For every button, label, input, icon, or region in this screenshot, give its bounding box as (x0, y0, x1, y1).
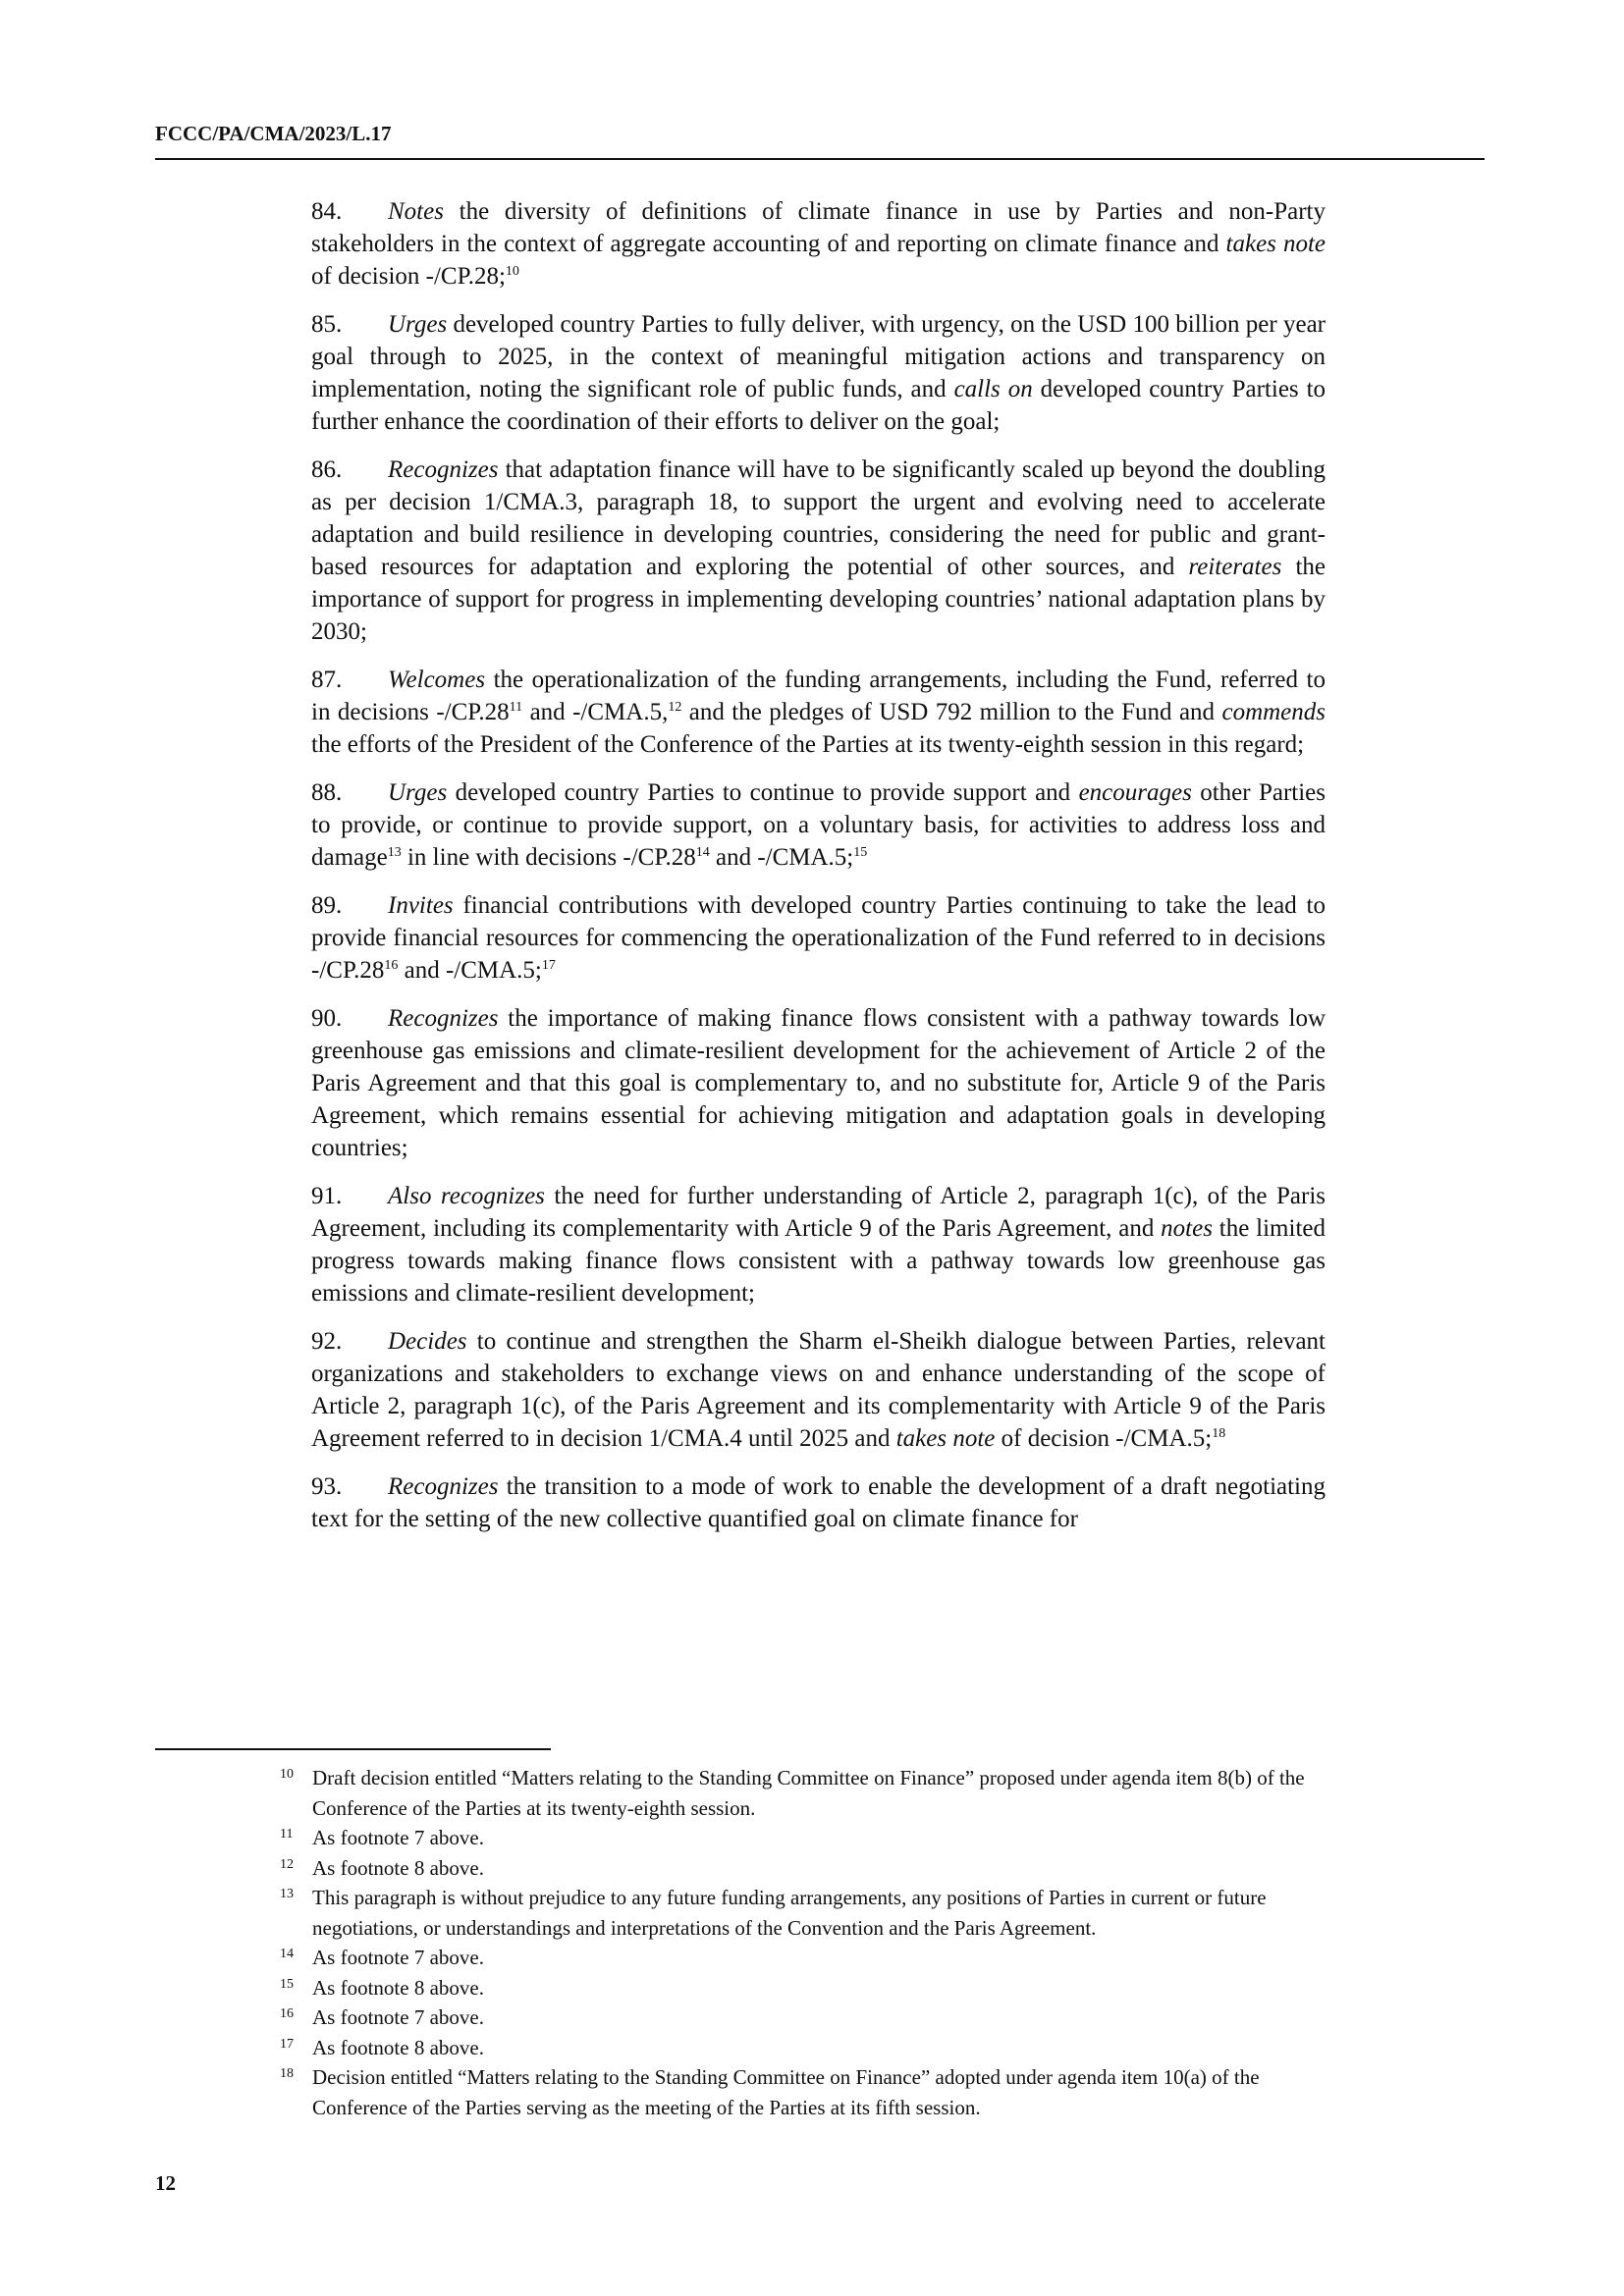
footnote (280, 2033, 1311, 2063)
header-rule (155, 158, 1485, 160)
paragraph (311, 664, 1326, 761)
paragraph (311, 1002, 1326, 1164)
footnote-text: Draft decision entitled “Matters relating to the Standing Committee on Finance” proposed under agenda item 8(b) of the Conference of the Parties at its twenty-eighth session. (312, 1766, 1305, 1820)
footnote-separator (155, 1748, 551, 1750)
paragraph-text: the transition to a mode of work to enable the development of a draft negotiating text for the setting of the new collective quantified goal on climate finance for (311, 1473, 1326, 1532)
paragraph-text: the efforts of the President of the Conference of the Parties at its twenty-eighth session in this regard; (311, 731, 1305, 758)
paragraph-text: and -/CMA.5; (709, 844, 854, 871)
emphasis-verb: notes (1161, 1215, 1213, 1242)
emphasis-verb: reiterates (1188, 554, 1282, 580)
paragraph-text: the need for further understanding of Article 2, paragraph 1(c), of the Paris Agreement, including its complementarity with Article 9 of the Paris Agreement, and (311, 1183, 1326, 1242)
footnote-ref: 11 (509, 700, 523, 715)
footnote (280, 1763, 1311, 1823)
footnote (280, 1883, 1311, 1943)
footnote-ref: 13 (387, 845, 402, 860)
paragraph-number: 91. (311, 1183, 343, 1209)
paragraph-text: the operationalization of the funding arrangements, including the Fund, referred to in decisions -/CP.28 (311, 667, 1326, 725)
footnote-number: 17 (280, 2036, 294, 2052)
footnote-number: 15 (280, 1976, 294, 1992)
footnote-number: 14 (280, 1947, 294, 1961)
paragraph-text: the diversity of definitions of climate finance in use by Parties and non-Party stakeholders in the context of aggregate accounting of and reporting on climate finance and (311, 198, 1326, 257)
emphasis-verb: takes note (1225, 231, 1326, 257)
footnote-text: As footnote 8 above. (312, 1855, 484, 1880)
footnote-text: As footnote 7 above. (312, 1826, 484, 1849)
paragraph-text: the limited progress towards making finance flows consistent with a pathway towards low greenhouse gas emissions and climate-resilient development; (311, 1215, 1326, 1307)
footnote-number: 10 (280, 1767, 294, 1782)
paragraph (311, 1470, 1326, 1535)
footnote-text: This paragraph is without prejudice to any future funding arrangements, any positions of Parties in current or future negotiations, or understandings and interpretations of the Convention and the Paris Agreement. (312, 1886, 1267, 1940)
footnote (280, 1943, 1311, 1973)
paragraph-number: 90. (311, 1005, 343, 1032)
paragraph-text: and -/CMA.5; (398, 957, 542, 984)
paragraph-number: 85. (311, 311, 343, 338)
document-body (311, 195, 1326, 1551)
paragraph-text: other Parties to provide, or continue to provide support, on a voluntary basis, for activities to address loss and damage (311, 779, 1326, 871)
emphasis-verb: Welcomes (388, 667, 486, 693)
paragraph-text: the importance of support for progress in implementing developing countries’ national adaptation plans by 2030; (311, 554, 1326, 645)
paragraph-text: of decision -/CMA.5; (995, 1425, 1213, 1452)
paragraph (311, 1325, 1326, 1455)
paragraph-number: 92. (311, 1328, 343, 1355)
paragraph (311, 195, 1326, 293)
emphasis-verb: commends (1221, 699, 1326, 725)
footnote-ref: 12 (668, 700, 682, 715)
paragraph-text: and the pledges of USD 792 million to the Fund and (681, 699, 1222, 725)
page-number: 12 (155, 2171, 176, 2195)
paragraph-text: developed country Parties to fully deliver, with urgency, on the USD 100 billion per year goal through to 2025, in the context of meaningful mitigation actions and transparency on implementation, noting the significant role of public funds, and (311, 311, 1326, 402)
footnote-ref: 18 (1212, 1426, 1226, 1441)
paragraph-text: to continue and strengthen the Sharm el-Sheikh dialogue between Parties, relevant organizations and stakeholders to exchange views on and enhance understanding of the scope of Article 2, paragraph 1(c), of the Paris Agreement and its complementarity with Article 9 of the Paris Agreement referred to in decision 1/CMA.4 until 2025 and (311, 1328, 1326, 1452)
paragraph-number: 84. (311, 198, 343, 225)
emphasis-verb: Invites (388, 892, 454, 919)
footnote-number: 11 (280, 1827, 294, 1842)
emphasis-verb: encourages (1078, 779, 1192, 806)
footnote-text: As footnote 7 above. (312, 2005, 484, 2029)
footnote-ref: 10 (505, 264, 519, 279)
footnote (280, 2062, 1311, 2122)
emphasis-verb: calls on (953, 376, 1033, 402)
paragraph-text: and -/CMA.5, (522, 699, 669, 725)
emphasis-verb: Urges (388, 311, 448, 338)
footnote-number: 18 (280, 2066, 294, 2081)
paragraph-number: 86. (311, 456, 343, 483)
emphasis-verb: Urges (388, 779, 448, 806)
footnote-number: 13 (280, 1887, 294, 1901)
paragraph (311, 1180, 1326, 1309)
footnote-ref: 15 (853, 845, 868, 860)
footnote-ref: 14 (695, 845, 710, 860)
emphasis-verb: Notes (388, 198, 444, 225)
paragraph-text: developed country Parties to continue to provide support and (447, 779, 1079, 806)
footnote-text: As footnote 7 above. (312, 1946, 484, 1969)
footnote (280, 1823, 1311, 1853)
footnote-ref: 17 (541, 958, 556, 973)
paragraph (311, 308, 1326, 438)
emphasis-verb: Recognizes (388, 1473, 499, 1500)
paragraph-text: financial contributions with developed country Parties continuing to take the lead to provide financial resources for commencing the operationalization of the Fund referred to in decisions -/CP.28 (311, 892, 1326, 984)
footnote-text: As footnote 8 above. (312, 2035, 484, 2059)
footnote-ref: 16 (384, 958, 399, 973)
paragraph (311, 889, 1326, 987)
footnotes (280, 1763, 1311, 2122)
paragraph-number: 87. (311, 667, 343, 693)
paragraph-text: developed country Parties to further enhance the coordination of their efforts to deliver on the goal; (311, 376, 1326, 435)
paragraph-text: of decision -/CP.28; (311, 263, 506, 290)
document-symbol: FCCC/PA/CMA/2023/L.17 (155, 122, 392, 145)
paragraph (311, 776, 1326, 874)
emphasis-verb: Decides (388, 1328, 467, 1355)
footnote-text: As footnote 8 above. (312, 1975, 484, 2000)
paragraph (311, 454, 1326, 648)
paragraph-text: that adaptation finance will have to be significantly scaled up beyond the doubling as per decision 1/CMA.3, paragraph 18, to support the urgent and evolving need to accelerate adaptation and build resilience in developing countries, considering the need for public and grant-based resources for adaptation and exploring the potential of other sources, and (311, 456, 1326, 580)
paragraph-number: 89. (311, 892, 343, 919)
emphasis-verb: Also recognizes (388, 1183, 545, 1209)
emphasis-verb: Recognizes (388, 1005, 499, 1032)
paragraph-number: 88. (311, 779, 343, 806)
footnote (280, 1853, 1311, 1884)
emphasis-verb: Recognizes (388, 456, 499, 483)
footnote (280, 2002, 1311, 2033)
paragraph-text: in line with decisions -/CP.28 (401, 844, 696, 871)
paragraph-number: 93. (311, 1473, 343, 1500)
footnote-number: 16 (280, 2006, 294, 2021)
footnote-number: 12 (280, 1856, 294, 1872)
footnote-text: Decision entitled “Matters relating to the Standing Committee on Finance” adopted under agenda item 10(a) of the Conference of the Parties serving as the meeting of the Parties at its fifth session. (312, 2065, 1260, 2119)
emphasis-verb: takes note (895, 1425, 996, 1452)
footnote (280, 1973, 1311, 2003)
paragraph-text: the importance of making finance flows consistent with a pathway towards low greenhouse gas emissions and climate-resilient development for the achievement of Article 2 of the Paris Agreement and that this goal is complementary to, and no substitute for, Article 9 of the Paris Agreement, which remains essential for achieving mitigation and adaptation goals in developing countries; (311, 1005, 1326, 1161)
